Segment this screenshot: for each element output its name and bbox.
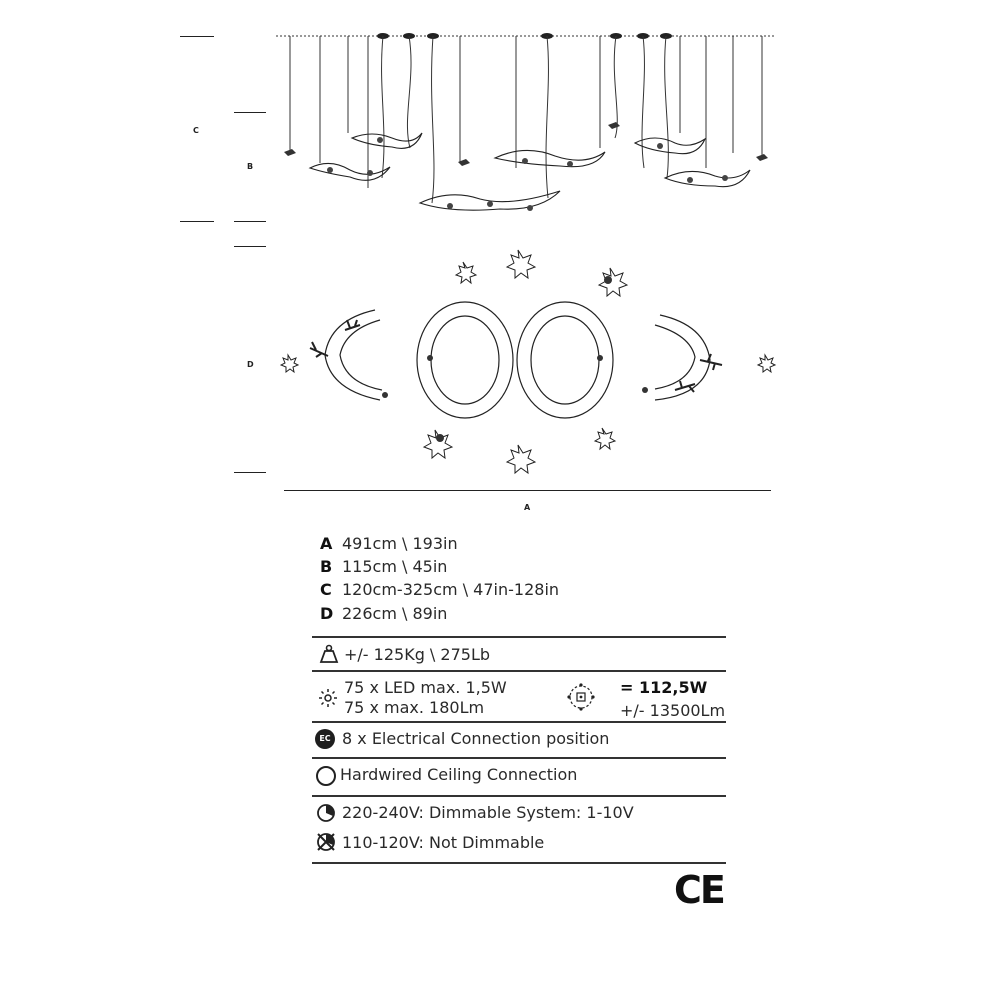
led-count-lumen: 75 x max. 180Lm xyxy=(344,698,485,717)
dim-tick-c-bottom xyxy=(180,221,214,222)
top-view-drawing xyxy=(280,240,780,480)
dim-tick-b-bottom xyxy=(234,221,266,222)
dimmable-text: 220-240V: Dimmable System: 1-10V xyxy=(342,803,634,822)
dimension-row-d xyxy=(320,604,447,623)
divider xyxy=(312,795,726,797)
dimension-row-c xyxy=(320,580,559,599)
divider xyxy=(312,670,726,672)
dim-letter-d: D xyxy=(247,360,254,369)
side-view-drawing xyxy=(270,28,782,228)
divider xyxy=(312,757,726,759)
dimension-row-b xyxy=(320,557,447,576)
dim-letter-c: C xyxy=(193,126,199,135)
dimension-letter: D xyxy=(320,604,334,623)
dim-line-a xyxy=(284,490,771,491)
dimension-row-a xyxy=(320,534,458,553)
led-total-power: = 112,5W xyxy=(620,678,708,697)
ce-mark: CE xyxy=(674,868,724,912)
dimension-value: 115cm \ 45in xyxy=(342,557,448,576)
led-count-power: 75 x LED max. 1,5W xyxy=(344,678,507,697)
led-total-lumen: +/- 13500Lm xyxy=(620,701,726,720)
sun-led-icon xyxy=(318,688,338,708)
dimension-value: 120cm-325cm \ 47in-128in xyxy=(342,580,560,599)
weight-text: +/- 125Kg \ 275Lb xyxy=(344,645,491,664)
dimension-letter: C xyxy=(320,580,332,599)
dim-letter-a: A xyxy=(524,503,531,512)
dim-tick-d-bottom xyxy=(234,472,266,473)
dim-tick-b-top xyxy=(234,112,266,113)
dim-tick-c-top xyxy=(180,36,214,37)
ec-badge-icon xyxy=(315,729,335,749)
dim-letter-b: B xyxy=(247,162,254,171)
dimension-letter: A xyxy=(320,534,333,553)
electrical-connection-text: 8 x Electrical Connection position xyxy=(342,729,610,748)
divider xyxy=(312,862,726,864)
dimension-value: 491cm \ 193in xyxy=(342,534,458,553)
dim-tick-d-top xyxy=(234,246,266,247)
divider xyxy=(312,636,726,638)
dimmer-icon xyxy=(316,803,336,823)
dimension-value: 226cm \ 89in xyxy=(342,604,448,623)
led-array-icon xyxy=(566,682,596,712)
not-dimmable-text: 110-120V: Not Dimmable xyxy=(342,833,545,852)
not-dimmable-icon xyxy=(316,832,336,852)
weight-icon xyxy=(319,644,339,664)
ec-badge-text: EC xyxy=(319,734,331,743)
dimension-letter: B xyxy=(320,557,333,576)
circle-ring-icon xyxy=(316,766,336,786)
divider xyxy=(312,721,726,723)
ceiling-connection-text: Hardwired Ceiling Connection xyxy=(340,765,578,784)
